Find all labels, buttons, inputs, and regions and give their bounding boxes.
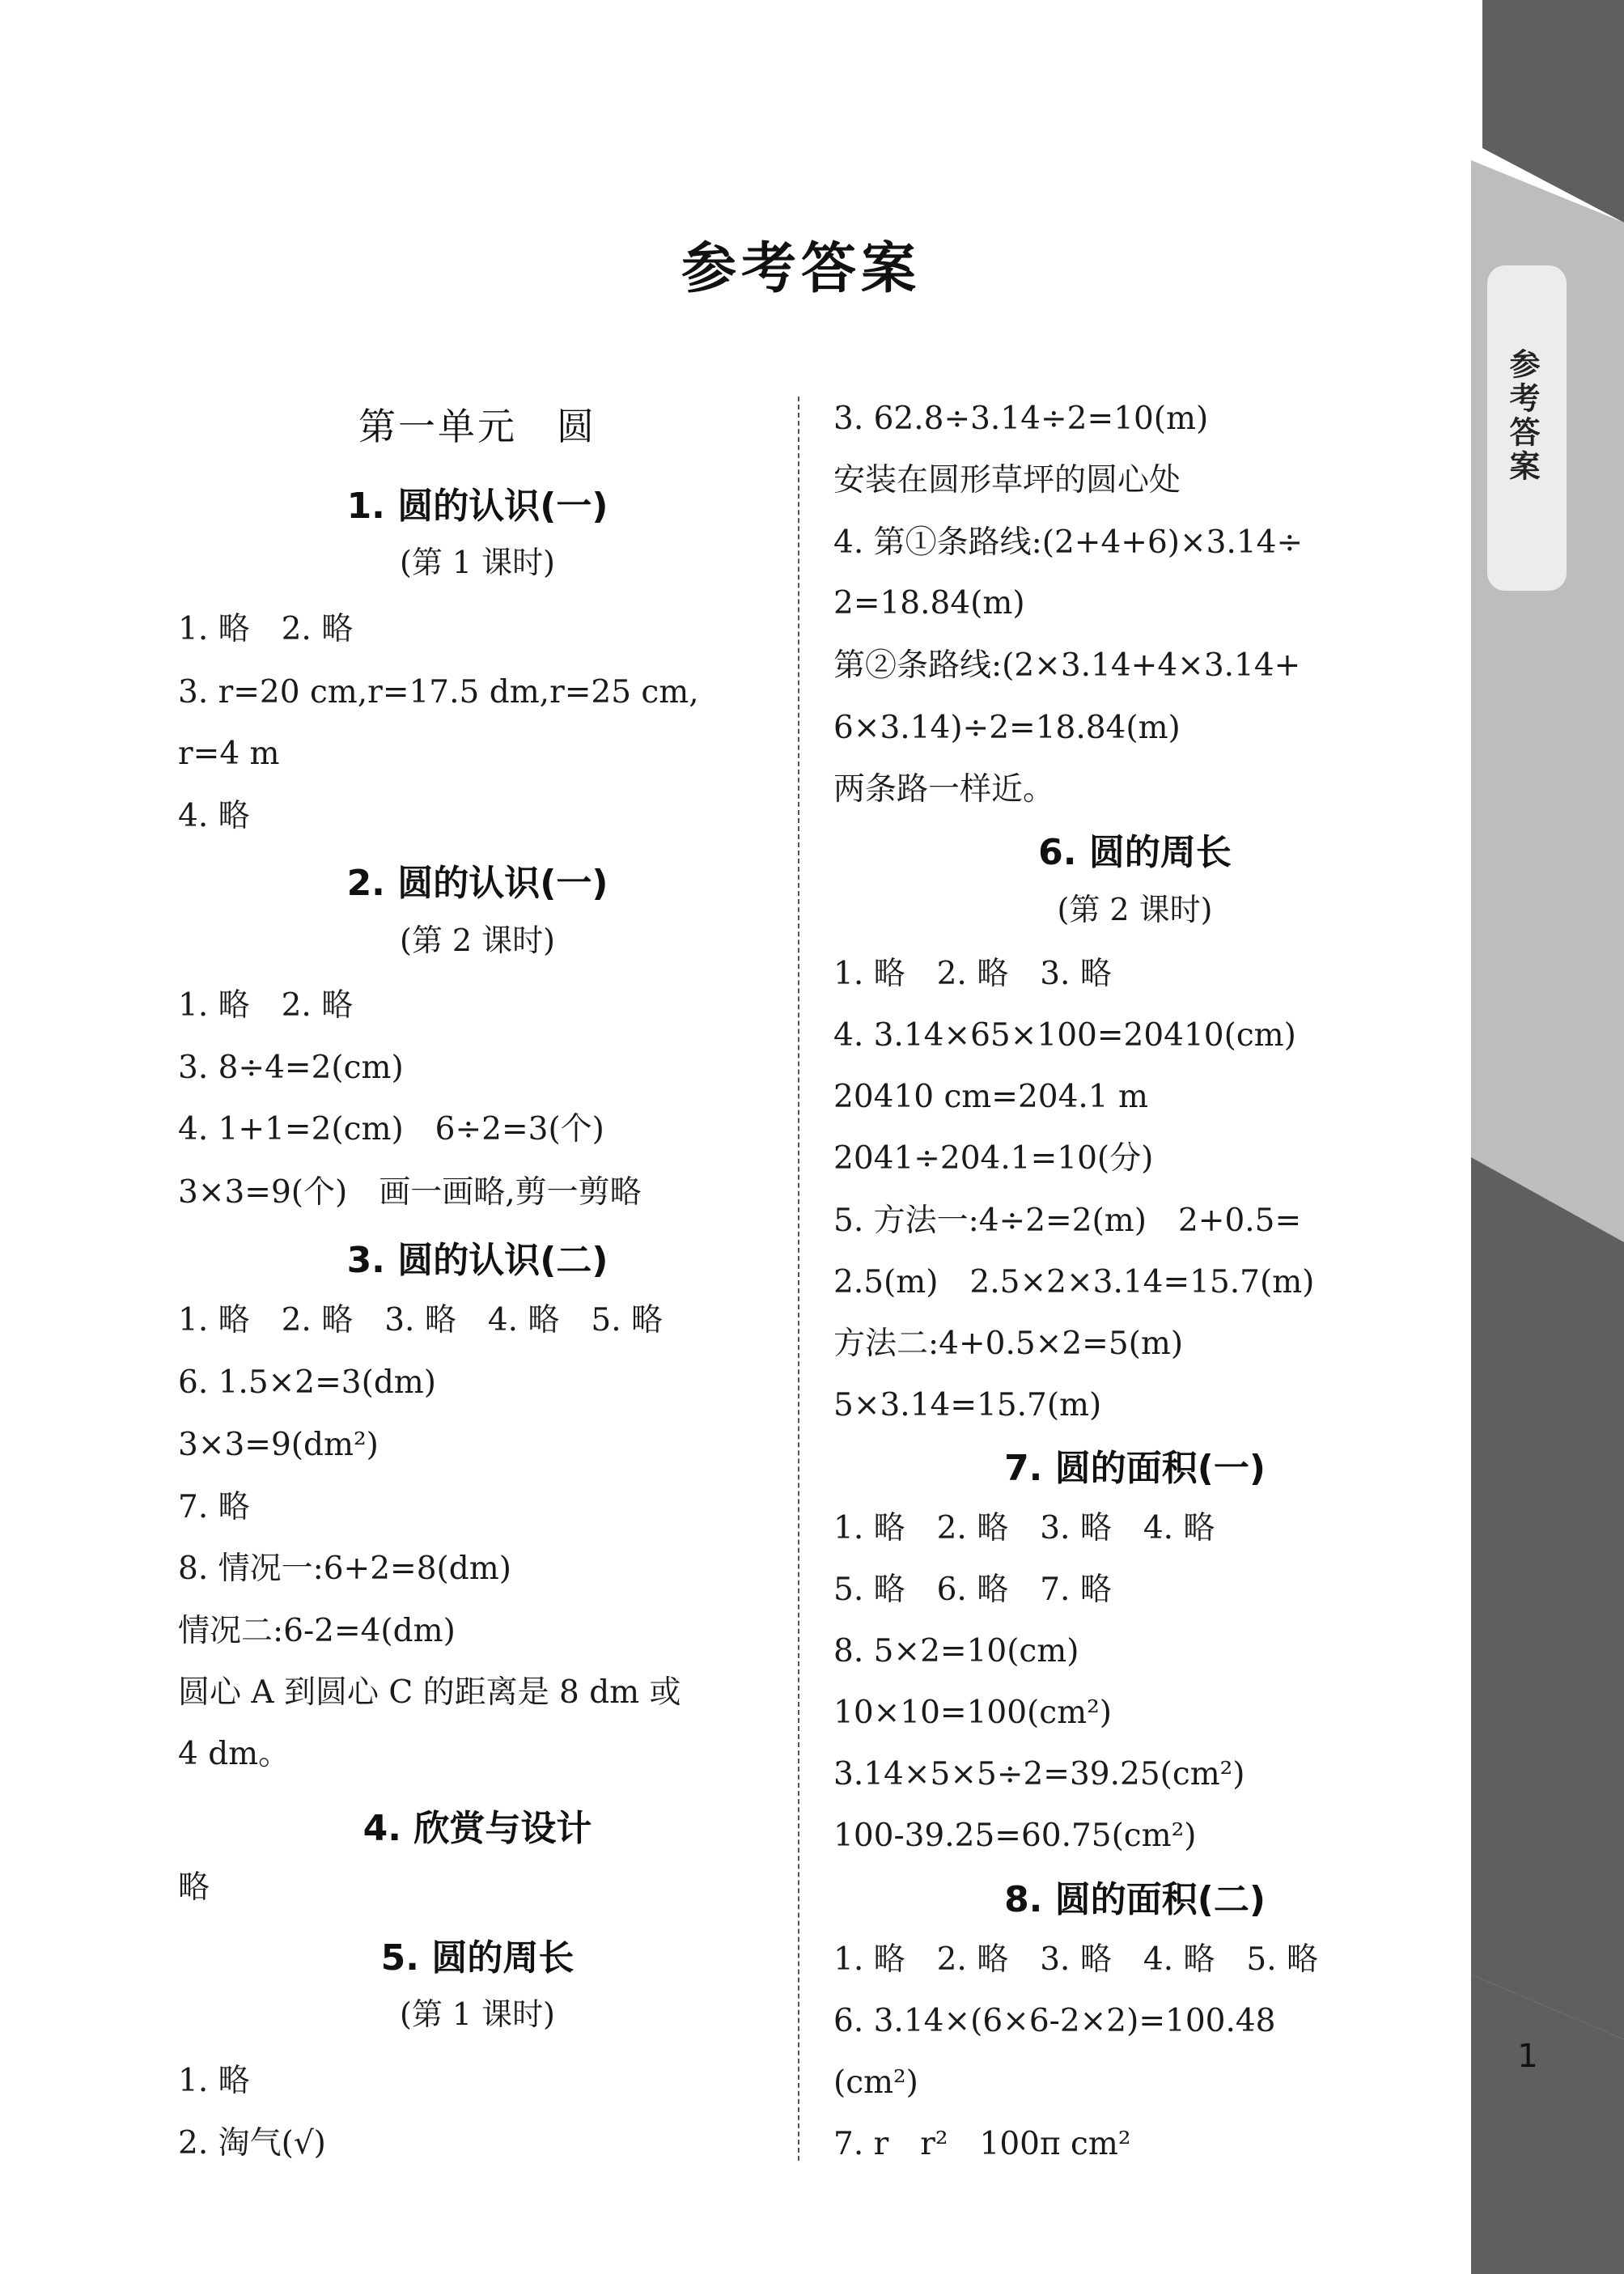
answer-line: 6×3.14)÷2=18.84(m) (833, 710, 1181, 746)
section-heading: 5. 圆的周长 (380, 1937, 575, 1979)
sidebar-tab (1487, 265, 1567, 591)
answer-line: 2.5(m) 2.5×2×3.14=15.7(m) (833, 1264, 1315, 1300)
answer-line: 方法二:4+0.5×2=5(m) (833, 1326, 1184, 1362)
column-divider (798, 397, 799, 2161)
answer-line: 第②条路线:(2×3.14+4×3.14+ (833, 647, 1301, 684)
answer-line: 1. 略 2. 略 (178, 611, 354, 647)
answer-line: 1. 略 2. 略 3. 略 4. 略 5. 略 (178, 1302, 664, 1339)
answer-line: 3×3=9(个) 画一画略,剪一剪略 (178, 1174, 642, 1211)
answer-line: 1. 略 2. 略 3. 略 4. 略 5. 略 (833, 1941, 1319, 1978)
answer-line: 4. 3.14×65×100=20410(cm) (833, 1017, 1296, 1054)
answer-line: 3. 8÷4=2(cm) (178, 1050, 404, 1086)
answer-line: (cm²) (833, 2064, 918, 2101)
section-subheading: (第 2 课时) (1057, 892, 1213, 927)
answer-line: 5. 略 6. 略 7. 略 (833, 1572, 1112, 1608)
section-heading: 1. 圆的认识(一) (346, 486, 608, 527)
answer-line: 3×3=9(dm²) (178, 1427, 379, 1463)
section-heading: 2. 圆的认识(一) (346, 863, 608, 904)
section-subheading: (第 1 课时) (400, 545, 555, 580)
answer-line: 3. 62.8÷3.14÷2=10(m) (833, 401, 1209, 437)
answer-line: 情况二:6-2=4(dm) (178, 1613, 456, 1649)
answer-line: 安装在圆形草坪的圆心处 (833, 462, 1181, 498)
answer-line: 3.14×5×5÷2=39.25(cm²) (833, 1756, 1245, 1792)
unit-heading: 第一单元 圆 (358, 405, 596, 448)
answer-line: 2. 淘气(√) (178, 2125, 326, 2162)
answer-line: r=4 m (178, 736, 280, 772)
answer-line: 6. 1.5×2=3(dm) (178, 1364, 436, 1401)
answer-line: 7. r r² 100π cm² (833, 2126, 1131, 2162)
answer-line: 100-39.25=60.75(cm²) (833, 1818, 1197, 1854)
answer-line: 两条路一样近。 (833, 771, 1055, 808)
answer-line: 1. 略 2. 略 3. 略 4. 略 (833, 1510, 1215, 1546)
answer-line: 4. 1+1=2(cm) 6÷2=3(个) (178, 1111, 604, 1148)
sidebar-tab-label: 参考答案 (1504, 348, 1540, 484)
answer-line: 1. 略 2. 略 3. 略 (833, 956, 1112, 992)
answer-line: 8. 情况一:6+2=8(dm) (178, 1551, 511, 1587)
section-heading: 3. 圆的认识(二) (346, 1240, 608, 1281)
answer-line: 6. 3.14×(6×6-2×2)=100.48 (833, 2003, 1276, 2039)
page-number: 1 (1517, 2038, 1538, 2075)
answer-line: 5×3.14=15.7(m) (833, 1387, 1102, 1423)
section-heading: 8. 圆的面积(二) (1004, 1879, 1266, 1920)
answer-line: 2041÷204.1=10(分) (833, 1140, 1154, 1177)
section-subheading: (第 2 课时) (400, 923, 555, 958)
answer-line: 4. 第①条路线:(2+4+6)×3.14÷ (833, 524, 1304, 561)
answer-line: 1. 略 2. 略 (178, 987, 354, 1024)
answer-line: 圆心 A 到圆心 C 的距离是 8 dm 或 (178, 1674, 681, 1711)
answer-line: 10×10=100(cm²) (833, 1695, 1112, 1731)
section-subheading: (第 1 课时) (400, 1996, 555, 2032)
answer-line: 略 (178, 1869, 210, 1906)
answer-line: 7. 略 (178, 1489, 250, 1525)
answer-line: 5. 方法一:4÷2=2(m) 2+0.5= (833, 1203, 1302, 1239)
answer-line: 3. r=20 cm,r=17.5 dm,r=25 cm, (178, 674, 699, 711)
section-heading: 4. 欣赏与设计 (363, 1808, 592, 1849)
answer-line: 4. 略 (178, 798, 250, 834)
answer-line: 8. 5×2=10(cm) (833, 1633, 1079, 1669)
page-title: 参考答案 (681, 237, 921, 301)
section-heading: 6. 圆的周长 (1038, 832, 1232, 873)
answer-line: 1. 略 (178, 2063, 250, 2099)
answer-line: 2=18.84(m) (833, 585, 1025, 622)
answer-line: 20410 cm=204.1 m (833, 1079, 1148, 1115)
answer-line: 4 dm。 (178, 1736, 290, 1772)
section-heading: 7. 圆的面积(一) (1004, 1448, 1266, 1489)
